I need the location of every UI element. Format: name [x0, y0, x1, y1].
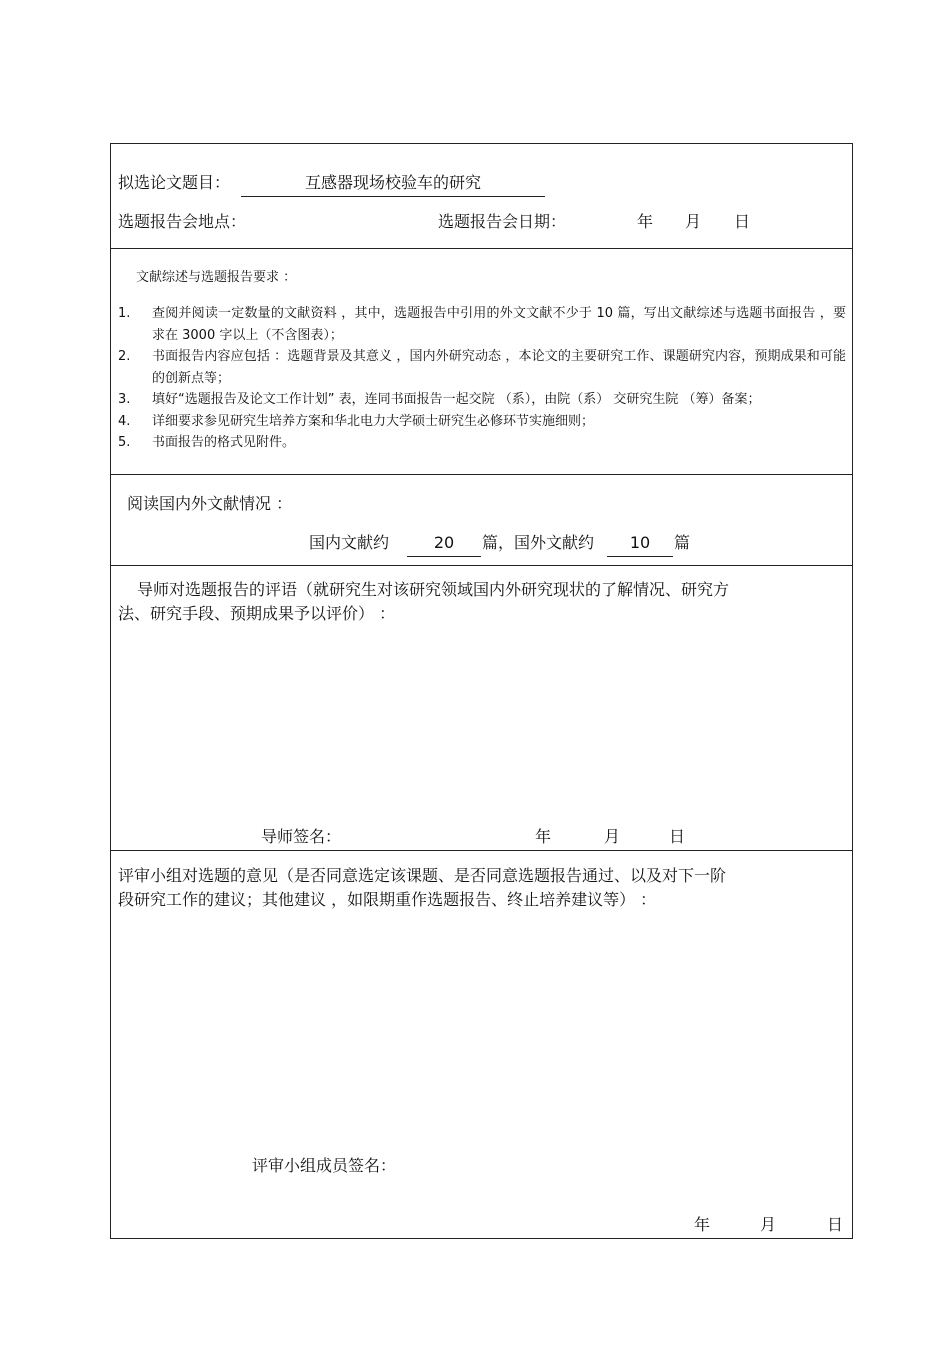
date-year: 年: [637, 212, 654, 231]
committee-section: [111, 851, 852, 1238]
requirements-section: [111, 249, 852, 474]
topic-report-form: [110, 143, 853, 1239]
thesis-title-value: 互感器现场校验车的研究: [241, 171, 545, 197]
advisor-section: [111, 566, 852, 850]
list-item: [118, 346, 846, 389]
date-month: 月: [685, 212, 702, 231]
foreign-label: ，国外文献约: [498, 533, 595, 552]
foreign-unit: 篇: [674, 533, 691, 552]
header-section: [111, 144, 852, 248]
committee-opinion-line1: 评审小组对选题的意见（是否同意选定该课题、是否同意选题报告通过、以及对下一阶: [118, 866, 727, 885]
literature-section: [111, 475, 852, 565]
committee-month: 月: [760, 1215, 777, 1234]
literature-label: 阅读国内外文献情况 ：: [127, 494, 293, 513]
advisor-comment-line2: 法、研究手段、预期成果予以评价） ：: [118, 604, 396, 623]
list-item-number: 2.: [118, 349, 131, 364]
list-item-number: 5.: [118, 435, 131, 450]
list-item: [118, 432, 846, 454]
list-item-text: 书面报告内容应包括 ：选题背景及其意义 ，国内外研究动态 ，本论文的主要研究工作、课题研究内容，预期成果和可能的创新点等；: [152, 349, 846, 386]
list-item-text: 书面报告的格式见附件。: [152, 435, 296, 450]
advisor-year: 年: [535, 827, 552, 846]
committee-day: 日: [827, 1215, 844, 1234]
list-item-number: 1.: [118, 306, 131, 321]
date-label: 选题报告会日期：: [438, 212, 567, 231]
advisor-month: 月: [604, 827, 621, 846]
list-item-text: 填好“选题报告及论文工作计划” 表，连同书面报告一起交院 （系），由院（系） 交研究生院 （筹）备案；: [152, 392, 761, 407]
requirements-title: 文献综述与选题报告要求 ：: [136, 270, 297, 285]
list-item: [118, 303, 846, 346]
advisor-comment-line1: 导师对选题报告的评语（就研究生对该研究领域国内外研究现状的了解情况、研究方: [137, 580, 730, 599]
list-item: [118, 411, 846, 433]
committee-opinion-line2: 段研究工作的建议；其他建议 ，如限期重作选题报告、终止培养建议等） ：: [118, 890, 657, 909]
list-item-text: 查阅并阅读一定数量的文献资料 ，其中，选题报告中引用的外文文献不少于 10 篇，写出文献综述与选题书面报告 ，要求在 3000 字以上（不含图表）；: [152, 306, 846, 343]
advisor-day: 日: [669, 827, 686, 846]
venue-label: 选题报告会地点：: [118, 212, 247, 231]
domestic-unit: 篇: [482, 533, 499, 552]
list-item-number: 4.: [118, 413, 131, 429]
committee-year: 年: [694, 1215, 711, 1234]
date-day: 日: [734, 212, 751, 231]
advisor-signature-label: 导师签名：: [261, 827, 342, 846]
domestic-label: 国内文献约: [309, 533, 390, 552]
domestic-count: 20: [407, 531, 481, 557]
requirements-list: [118, 303, 846, 454]
list-item-number: 3.: [118, 392, 131, 407]
thesis-title-label: 拟选论文题目：: [118, 173, 231, 192]
foreign-count: 10: [607, 531, 673, 557]
list-item: [118, 389, 846, 411]
committee-signature-label: 评审小组成员签名：: [252, 1156, 397, 1175]
list-item-text: 详细要求参见研究生培养方案和华北电力大学硕士研究生必修环节实施细则；: [152, 413, 595, 429]
